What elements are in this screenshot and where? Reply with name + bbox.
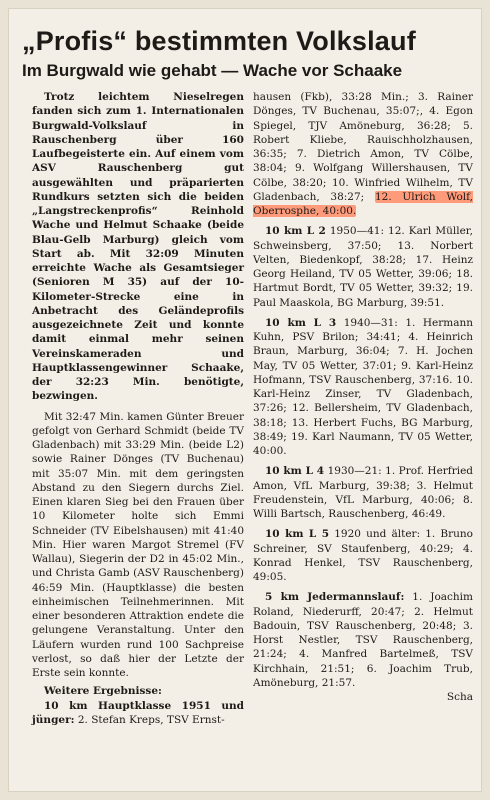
result-text: 1. Joachim Roland, Niederurff, 20:47; 2. Helmut Badouin, TSV Rauschenberg, 20:48; 3. Horst Nestler, TSV Rauschenberg, 21:24; 4. Manfred Bartelmeß, TSV Kirchhain, 21:51; 6. Joachim Trub, Amöneburg, 21:57. [253, 591, 473, 689]
results-label: 10 km Hauptklasse 1951 und jünger: [32, 699, 244, 726]
lead-paragraph: Trotz leichtem Nieselregen fanden sich zum 1. Internationalen Burgwald-Volkslauf in Rauschenberg über 160 Laufbegeisterte ein. Auf einem vom ASV Rauschenberg gut ausgewählten und präparierten Rundkurs setzten sich die beiden „Langstreckenprofis“ Reinhold Wache und Helmut Schaake (beide Blau-Gelb Marburg) gleich vom Start ab. Mit 32:09 Minuten erreichte Wache als Gesamtsieger (Senioren M 35) auf der 10-Kilometer-Strecke eine in Anbetracht des Geländeprofils ausgezeichnete Zeit und konnte damit einmal mehr seinen Vereinskameraden und Hauptklassengewinner Schaake, der 32:23 Min. benötigte, bezwingen. [32, 91, 244, 403]
continuation-paragraph [253, 90, 473, 218]
highlighted-result: 12. Ulrich Wolf, Oberrosphe, 40:00. [253, 190, 473, 217]
result-l3 [253, 316, 473, 459]
result-text: 1940—31: 1. Hermann Kuhn, PSV Brilon; 34:41; 4. Heinrich Braun, Marburg, 36:04; 7. H. Jochen May, TV 05 Wetter, 37:01; 9. Karl-Heinz Hofmann, TSV Rauschenberg, 37:16. 10. Karl-Heinz Zinser, TV Gladenbach, 37:26; 12. Bellersheim, TV Gladenbach, 38:18; 13. Herbert Fuchs, BG Marburg, 38:49; 19. Karl Naumann, TV 05 Wetter, 40:00. [253, 316, 473, 457]
left-column [32, 90, 244, 727]
newspaper-clipping [8, 8, 482, 792]
headline: „Profis“ bestimmten Volkslauf [22, 26, 416, 56]
result-l4 [253, 464, 473, 521]
results-heading: Weitere Ergebnisse: [44, 685, 162, 698]
results-start [32, 699, 244, 728]
result-label: 10 km L 2 [265, 225, 326, 238]
result-label: 10 km L 3 [265, 316, 337, 329]
result-l2 [253, 224, 473, 310]
result-text: 1920 und älter: 1. Bruno Schreiner, SV Staufenberg, 40:29; 4. Konrad Henkel, TSV Rauschenberg, 49:05. [253, 528, 473, 583]
body-paragraph: Mit 32:47 Min. kamen Günter Breuer gefolgt von Gerhard Schmidt (beide TV Gladenbach) mit 33:29 Min. (beide L2) sowie Rainer Dönges (TV Buchenau) mit 35:07 Min. mit dem geringsten Abstand zu den Siegern durchs Ziel. Einen klaren Sieg bei den Frauen über 10 Kilometer holte sich Emmi Schneider (TV Eibelshausen) mit 41:40 Min. Hier waren Margot Stremel (FV Wallau), Siegerin der D2 in 45:02 Min., und Christa Gamb (ASV Rauschenberg) 46:59 Min. (Hauptklasse) die besten einheimischen Teilnehmerinnen. Mit einer besonderen Attraktion endete die gelungene Veranstaltung. Unter den Läufern wurden rund 100 Sachpreise verlost, so daß hier der Letzte der Erste sein konnte. [32, 410, 244, 679]
subheadline: Im Burgwald wie gehabt — Wache vor Schaake [22, 61, 403, 80]
result-text: 1950—41: 12. Karl Müller, Schweinsberg, 37:50; 13. Norbert Velten, Biedenkopf, 38:28; 17. Heinz Georg Heiland, TV 05 Wetter, 39:06; 18. Hartmut Bordt, TV 05 Wetter, 39:32; 19. Paul Maaskola, BG Marburg, 39:51. [253, 225, 473, 309]
result-text: 1930—21: 1. Prof. Herfried Amon, VfL Marburg, 39:38; 3. Helmut Freudenstein, VfL Marburg, 40:06; 8. Willi Bartsch, Rauschenberg, 46:49. [253, 465, 474, 520]
results-text: 2. Stefan Kreps, TSV Ernst- [77, 713, 225, 726]
result-l5 [253, 527, 473, 584]
result-label: 10 km L 4 [265, 465, 325, 478]
result-label: 5 km Jedermannslauf: [265, 591, 405, 604]
result-label: 10 km L 5 [265, 528, 330, 541]
continuation-text: hausen (Fkb), 33:28 Min.; 3. Rainer Dönges, TV Buchenau, 35:07;, 4. Egon Spiegel, TJV Amöneburg, 36:28; 5. Robert Kliebe, Rauischholzhausen, 36:35; 7. Dietrich Amon, TV Cölbe, 38:04; 9. Wolfgang Willershausen, TV Cölbe, 38:20; 10. Winfried Wilhelm, TV Gladenbach, 38:27; [253, 91, 473, 203]
byline: Scha [446, 691, 473, 703]
right-column [253, 90, 473, 704]
result-jedermann [253, 590, 473, 690]
